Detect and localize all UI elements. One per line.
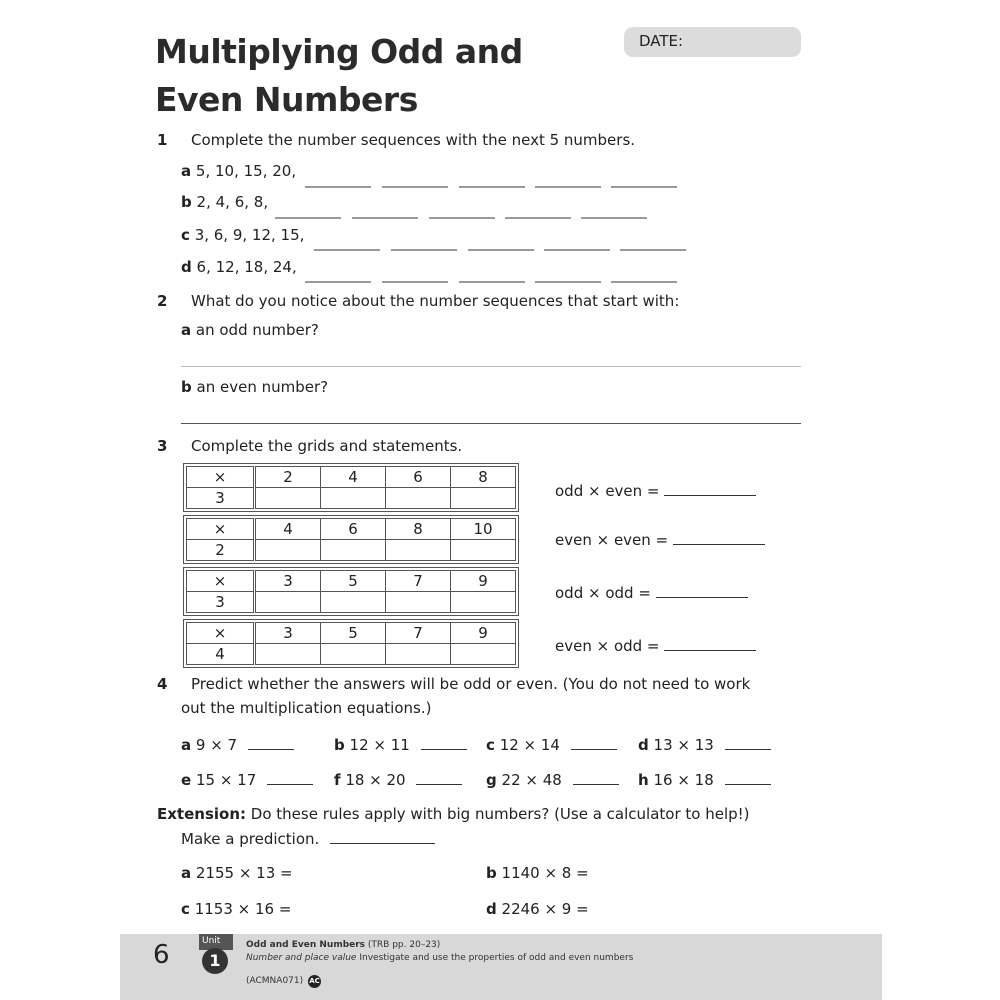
q4f-blank[interactable]	[416, 770, 462, 785]
q4-prompt-line1: Predict whether the answers will be odd or even. (You do not need to work	[191, 675, 751, 693]
q4-number: 4	[157, 675, 168, 693]
statement-4: even × odd =	[555, 636, 756, 655]
grid-answer-cell[interactable]	[386, 644, 451, 665]
q1-number: 1	[157, 131, 168, 149]
q2-prompt-row	[157, 292, 679, 310]
grid-answer-cell[interactable]	[451, 592, 516, 613]
title-line-2: Even Numbers	[155, 80, 418, 119]
q2-item-b: b an even number?	[181, 378, 329, 396]
statement-4-blank[interactable]	[664, 636, 756, 651]
q2a-answer-line[interactable]	[181, 366, 801, 367]
page-title	[155, 28, 615, 124]
grid-answer-cell[interactable]	[255, 488, 321, 509]
grid-answer-row: 3	[187, 592, 516, 613]
footer-code: (ACMNA071)	[246, 976, 304, 986]
q4-item-c: c 12 × 14	[486, 735, 617, 754]
q4-item-e: e 15 × 17	[181, 770, 313, 789]
grid-header-row: × 4 6 8 10	[187, 519, 516, 540]
grid-answer-cell[interactable]	[255, 540, 321, 561]
statement-1-blank[interactable]	[664, 481, 756, 496]
grid-answer-row: 4	[187, 644, 516, 665]
multiplication-grid-2	[186, 518, 516, 561]
page-footer	[120, 934, 882, 1000]
q4-item-f: f 18 × 20	[334, 770, 462, 789]
q1-prompt: Complete the number sequences with the next 5 numbers.	[191, 131, 636, 149]
q3-prompt-row	[157, 437, 462, 455]
statement-1: odd × even =	[555, 481, 756, 500]
grid-answer-cell[interactable]	[451, 644, 516, 665]
q4a-blank[interactable]	[248, 735, 294, 750]
extension-label: Extension:	[157, 805, 246, 823]
extension-item-b: b 1140 × 8 =	[486, 864, 589, 882]
q1d-blank-lines[interactable]	[305, 281, 685, 287]
q4e-blank[interactable]	[267, 770, 313, 785]
grid-answer-cell[interactable]	[386, 540, 451, 561]
ac-curriculum-icon: AC	[308, 975, 321, 988]
q1a-blanks[interactable]	[305, 177, 685, 196]
q3-prompt: Complete the grids and statements.	[191, 437, 463, 455]
q4-item-g: g 22 × 48	[486, 770, 619, 789]
date-label: DATE:	[639, 32, 684, 50]
grid-answer-cell[interactable]	[451, 488, 516, 509]
q4-prompt-row	[157, 675, 750, 693]
date-field[interactable]	[624, 27, 801, 57]
extension-prediction: Make a prediction.	[181, 829, 435, 848]
grid-header-row: × 3 5 7 9	[187, 623, 516, 644]
q1b-blanks[interactable]	[275, 208, 655, 227]
grid-answer-cell[interactable]	[386, 592, 451, 613]
q4-item-h: h 16 × 18	[638, 770, 771, 789]
grid-answer-cell[interactable]	[451, 540, 516, 561]
q4b-blank[interactable]	[421, 735, 467, 750]
statement-3: odd × odd =	[555, 583, 748, 602]
q3-number: 3	[157, 437, 168, 455]
q1-item-d: d 6, 12, 18, 24,	[181, 258, 297, 276]
q1-item-b: b 2, 4, 6, 8,	[181, 193, 269, 211]
q1b-blank-lines[interactable]	[275, 217, 655, 223]
extension-row	[157, 805, 750, 823]
q4-prompt-line2: out the multiplication equations.)	[181, 699, 432, 717]
q1-item-a: a 5, 10, 15, 20,	[181, 162, 297, 180]
q1-item-c: c 3, 6, 9, 12, 15,	[181, 226, 305, 244]
multiplication-grid-1	[186, 466, 516, 509]
extension-item-c: c 1153 × 16 =	[181, 900, 292, 918]
grid-answer-cell[interactable]	[321, 644, 386, 665]
extension-text: Do these rules apply with big numbers? (Use a calculator to help!)	[250, 805, 750, 823]
grid-header-row: × 3 5 7 9	[187, 571, 516, 592]
grid-answer-row: 2	[187, 540, 516, 561]
grid-answer-cell[interactable]	[321, 488, 386, 509]
q4g-blank[interactable]	[573, 770, 619, 785]
extension-item-d: d 2246 × 9 =	[486, 900, 589, 918]
grid-answer-cell[interactable]	[255, 592, 321, 613]
q1c-blanks[interactable]	[314, 240, 694, 259]
q4-item-d: d 13 × 13	[638, 735, 771, 754]
q2-prompt: What do you notice about the number sequences that start with:	[191, 292, 680, 310]
grid-answer-cell[interactable]	[321, 592, 386, 613]
extension-item-a: a 2155 × 13 =	[181, 864, 293, 882]
unit-number-badge: 1	[202, 948, 228, 974]
grid-answer-cell[interactable]	[255, 644, 321, 665]
statement-2-blank[interactable]	[673, 530, 765, 545]
footer-topic: Odd and Even Numbers (TRB pp. 20–23)	[246, 940, 441, 950]
q4-item-a: a 9 × 7	[181, 735, 294, 754]
grid-answer-row: 3	[187, 488, 516, 509]
q4d-blank[interactable]	[725, 735, 771, 750]
grid-answer-cell[interactable]	[386, 488, 451, 509]
multiplication-grid-4	[186, 622, 516, 665]
q1c-blank-lines[interactable]	[314, 249, 694, 255]
q4c-blank[interactable]	[571, 735, 617, 750]
page-number: 6	[153, 940, 170, 970]
grid-header-row: × 2 4 6 8	[187, 467, 516, 488]
multiplication-grid-3	[186, 570, 516, 613]
q1d-blanks[interactable]	[305, 272, 685, 291]
unit-label: Unit	[202, 936, 221, 946]
q4h-blank[interactable]	[725, 770, 771, 785]
q2-number: 2	[157, 292, 168, 310]
footer-strand: Number and place value Investigate and use the properties of odd and even numbers	[246, 953, 634, 963]
q2b-answer-line[interactable]	[181, 423, 801, 424]
q1-prompt-row	[157, 131, 635, 149]
statement-2: even × even =	[555, 530, 765, 549]
prediction-blank[interactable]	[330, 829, 435, 844]
grid-answer-cell[interactable]	[321, 540, 386, 561]
q2-item-a: a an odd number?	[181, 321, 319, 339]
q4-item-b: b 12 × 11	[334, 735, 467, 754]
q1a-blank-lines[interactable]	[305, 186, 685, 192]
title-line-1: Multiplying Odd and	[155, 32, 523, 71]
statement-3-blank[interactable]	[656, 583, 748, 598]
